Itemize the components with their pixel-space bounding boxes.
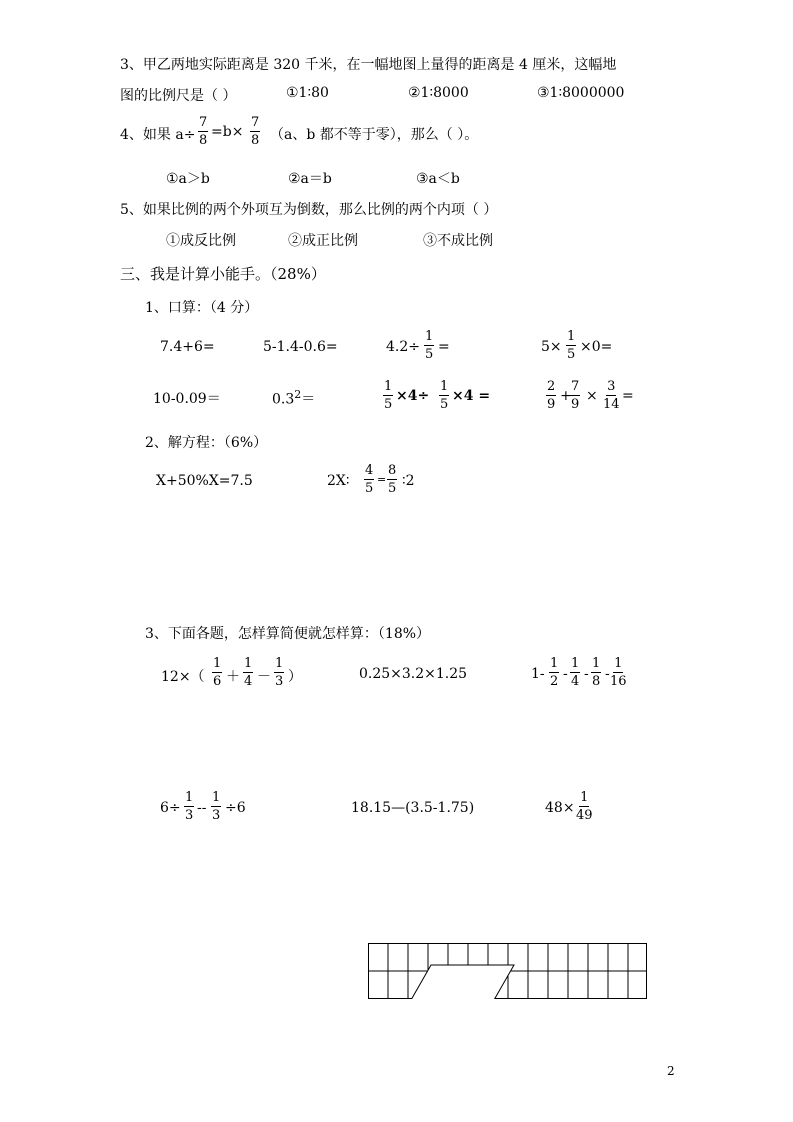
simplify-p1-op1: ＋: [226, 669, 240, 685]
simplify-p3-prefix: 1-: [531, 666, 545, 682]
oral-r1-d-suffix: ×0=: [580, 339, 613, 355]
q4-fraction-1: $\frac{7}{8}$: [199, 115, 208, 148]
q5-text: 5、如果比例的两个外项互为倒数，那么比例的两个内项（ ）: [120, 202, 498, 218]
equations-title: 2、解方程：（6%）: [145, 435, 268, 451]
simplify-p3-fraction-4: $\frac{1}{16}$: [610, 656, 627, 689]
q3-line1: 3、甲乙两地实际距离是 320 千米，在一幅地图上量得的距离是 4 厘米，这幅地: [120, 57, 617, 73]
simplify-p1-op2: －: [257, 669, 271, 685]
oral-r1-c-prefix: 4.2÷: [386, 339, 420, 355]
equation-2-prefix: 2X∶: [327, 473, 350, 489]
oral-r1-c-fraction: $\frac{1}{5}$: [425, 329, 434, 362]
simplify-p1-prefix: 12×（: [161, 669, 205, 685]
oral-r2-b: $0.3^2=$: [272, 388, 316, 408]
q4-fraction-2: $\frac{7}{8}$: [251, 115, 260, 148]
oral-r2-d-fraction-2: $\frac{7}{9}$: [571, 379, 580, 412]
oral-r2-d-op1: +: [560, 388, 572, 404]
simplify-p5: 18.15—(3.5-1.75): [351, 800, 475, 816]
simplify-p1-fraction-1: $\frac{1}{6}$: [213, 656, 222, 689]
oral-r1-b: 5-1.4-0.6=: [263, 339, 338, 355]
q5-option-1: ①成反比例: [166, 233, 236, 249]
oral-r2-c-suffix: ×4 =: [452, 388, 491, 404]
q5-option-2: ②成正比例: [288, 233, 358, 249]
simplify-p4-op: --: [197, 800, 207, 816]
oral-r1-d-fraction: $\frac{1}{5}$: [567, 329, 576, 362]
simplify-title: 3、下面各题，怎样算简便就怎样算：（18%）: [145, 626, 431, 642]
simplify-p1-suffix: ）: [288, 669, 302, 685]
oral-r2-c-fraction-1: $\frac{1}{5}$: [384, 379, 393, 412]
grid-parallelogram-figure: [368, 943, 647, 999]
oral-r2-d-suffix: =: [622, 388, 634, 404]
parallelogram-shape: [407, 965, 514, 999]
q4-prefix: 4、如果 a÷: [120, 127, 196, 143]
equation-2-fraction-1: $\frac{4}{5}$: [365, 463, 374, 496]
simplify-p4-prefix: 6÷: [160, 800, 181, 816]
oral-r2-c-fraction-2: $\frac{1}{5}$: [440, 379, 449, 412]
simplify-p2: 0.25×3.2×1.25: [359, 666, 468, 682]
page-number: 2: [667, 1064, 675, 1078]
q3-line2: 图的比例尺是（ ）: [120, 88, 237, 104]
equation-2-equals: =: [377, 473, 387, 486]
oral-r2-d-fraction-3: $\frac{3}{14}$: [603, 379, 620, 412]
simplify-p3-op3: -: [605, 666, 610, 682]
simplify-p3-fraction-1: $\frac{1}{2}$: [550, 656, 559, 689]
q3-option-3: ③1∶8000000: [537, 85, 625, 101]
oral-r1-d-prefix: 5×: [541, 339, 562, 355]
oral-r2-c-mid: ×4÷: [396, 388, 430, 404]
simplify-p3-op2: -: [584, 666, 589, 682]
q4-option-1: ①a＞b: [166, 171, 210, 187]
equation-2-suffix: ∶2: [402, 473, 415, 489]
q4-suffix: （a、b 都不等于零），那么（ ）。: [270, 127, 479, 143]
q4-option-2: ②a＝b: [288, 171, 332, 187]
oral-r2-d-op2: ×: [586, 388, 598, 404]
equation-1: X+50%X=7.5: [156, 473, 253, 489]
q4-mid: =b×: [211, 124, 244, 140]
equation-2-fraction-2: $\frac{8}{5}$: [388, 463, 397, 496]
oral-title: 1、口算：（4 分）: [145, 300, 259, 316]
simplify-p4-suffix: ÷6: [225, 800, 246, 816]
q5-option-3: ③不成比例: [423, 233, 493, 249]
simplify-p4-fraction-1: $\frac{1}{3}$: [185, 790, 194, 823]
simplify-p4-fraction-2: $\frac{1}{3}$: [212, 790, 221, 823]
oral-r2-d-fraction-1: $\frac{2}{9}$: [547, 379, 556, 412]
q3-option-1: ①1∶80: [286, 85, 329, 101]
q3-option-2: ②1∶8000: [408, 85, 469, 101]
q4-option-3: ③a＜b: [416, 171, 460, 187]
oral-r2-a: 10-0.09＝: [153, 391, 221, 407]
simplify-p3-fraction-3: $\frac{1}{8}$: [592, 656, 601, 689]
oral-r1-a: 7.4+6=: [160, 339, 215, 355]
simplify-p3-op1: -: [563, 666, 568, 682]
simplify-p3-fraction-2: $\frac{1}{4}$: [571, 656, 580, 689]
simplify-p1-fraction-2: $\frac{1}{4}$: [244, 656, 253, 689]
section3-title: 三、我是计算小能手。（28%）: [120, 265, 326, 283]
simplify-p1-fraction-3: $\frac{1}{3}$: [275, 656, 284, 689]
simplify-p6-fraction: $\frac{1}{49}$: [576, 790, 593, 823]
oral-r1-c-suffix: =: [438, 339, 450, 355]
simplify-p6-prefix: 48×: [545, 800, 575, 816]
